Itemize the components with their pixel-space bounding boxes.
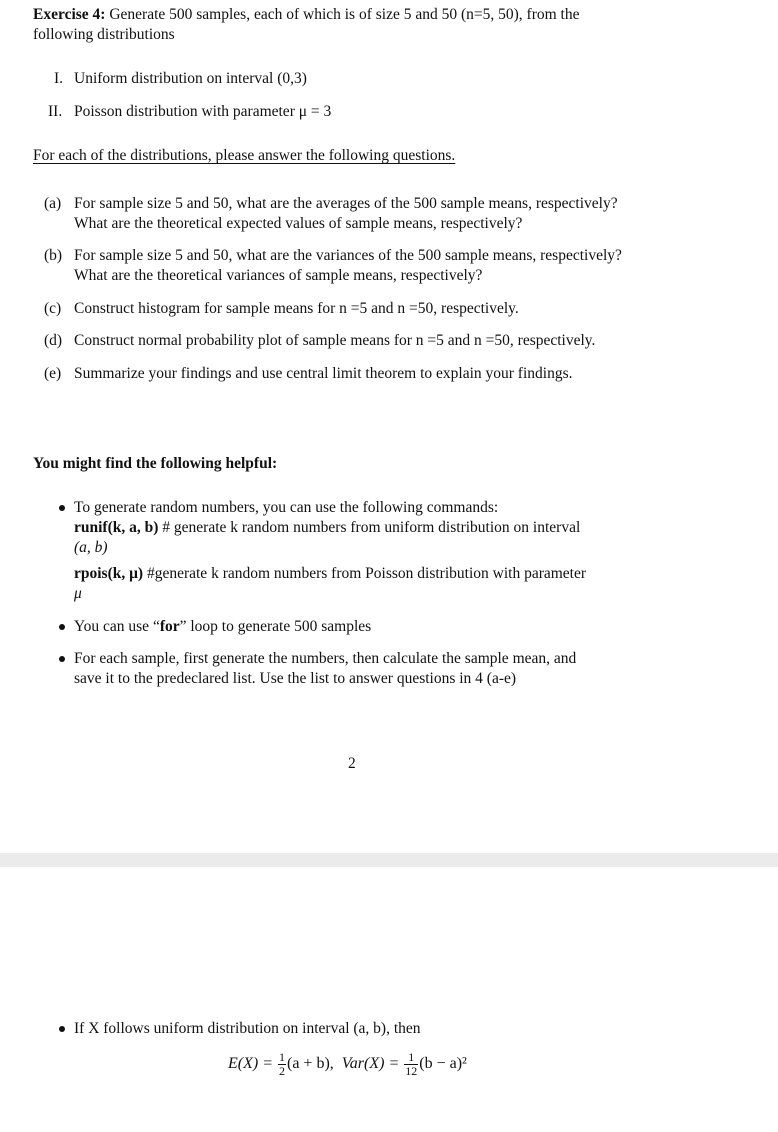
question-c-line1: Construct histogram for sample means for n =5 and n =50, respectively. (74, 300, 519, 317)
helpful-bullet1-line1: To generate random numbers, you can use the following commands: (74, 499, 499, 516)
question-d-marker: (d) (44, 332, 63, 349)
question-d-line1: Construct normal probability plot of sample means for n =5 and n =50, respectively. (74, 332, 596, 349)
fraction-numerator: 1 (404, 1051, 418, 1065)
runif-description: # generate k random numbers from uniform distribution on interval (162, 519, 581, 536)
question-a-marker: (a) (44, 195, 62, 212)
question-b-line2: What are the theoretical variances of sample means, respectively? (74, 267, 483, 284)
distribution-marker-2: II. (48, 103, 63, 120)
uniform-formula (228, 1051, 467, 1078)
helpful-bullet3-line1: For each sample, first generate the numbers, then calculate the sample mean, and (74, 650, 577, 667)
question-b-marker: (b) (44, 247, 63, 264)
document-page-2 (0, 867, 778, 1132)
bullet-icon (59, 505, 65, 511)
fraction-denominator: 12 (405, 1064, 418, 1078)
distribution-item-1: Uniform distribution on interval (0,3) (74, 70, 307, 87)
page-number: 2 (348, 755, 356, 772)
fraction-one-twelfth (404, 1051, 418, 1078)
exercise-label: Exercise 4: (33, 6, 106, 23)
instruction-text: For each of the distributions, please answer the following questions. (33, 147, 456, 164)
distribution-item-2: Poisson distribution with parameter μ = 3 (74, 103, 332, 120)
rpois-line (74, 565, 586, 583)
page2-bullet-text: If X follows uniform distribution on interval (a, b), then (74, 1020, 421, 1037)
fraction-one-half (278, 1051, 286, 1078)
rpois-description: #generate k random numbers from Poisson distribution with parameter (146, 565, 587, 582)
for-keyword: for (159, 618, 180, 635)
runif-command: runif(k, a, b) (74, 519, 159, 536)
fraction-denominator: 2 (279, 1064, 285, 1078)
runif-description-cont: (a, b) (74, 539, 108, 556)
question-a-line2: What are the theoretical expected values of sample means, respectively? (74, 215, 523, 232)
bullet-icon (59, 624, 65, 630)
exercise-intro-line2: following distributions (33, 26, 175, 43)
question-e-line1: Summarize your findings and use central limit theorem to explain your findings. (74, 365, 573, 382)
helpful-bullet3-line2: save it to the predeclared list. Use the list to answer questions in 4 (a-e) (74, 670, 517, 687)
bullet2-post: ” loop to generate 500 samples (179, 618, 372, 635)
runif-line (74, 519, 580, 537)
question-a-line1: For sample size 5 and 50, what are the averages of the 500 sample means, respectively? (74, 195, 618, 212)
rpois-command: rpois(k, μ) (74, 565, 144, 582)
question-e-marker: (e) (44, 365, 62, 382)
expectation-rhs: (a + b), (287, 1055, 334, 1073)
rpois-description-cont: μ (74, 585, 82, 602)
variance-lhs: Var(X) = (341, 1055, 400, 1073)
distribution-marker-1: I. (54, 70, 64, 87)
question-b-line1: For sample size 5 and 50, what are the variances of the 500 sample means, respectively? (74, 247, 622, 264)
helpful-heading: You might find the following helpful: (33, 455, 278, 472)
page-separator (0, 853, 778, 867)
bullet2-pre: You can use “ (74, 618, 160, 635)
fraction-numerator: 1 (279, 1050, 285, 1064)
expectation-lhs: E(X) = (228, 1055, 273, 1073)
bullet-icon (59, 656, 65, 662)
variance-rhs: (b − a)² (419, 1055, 467, 1073)
question-c-marker: (c) (44, 300, 62, 317)
exercise-intro-text: Generate 500 samples, each of which is of size 5 and 50 (n=5, 50), from the (109, 6, 580, 23)
helpful-bullet2 (74, 618, 371, 636)
bullet-icon (59, 1026, 65, 1032)
exercise-intro-line1 (33, 6, 579, 24)
